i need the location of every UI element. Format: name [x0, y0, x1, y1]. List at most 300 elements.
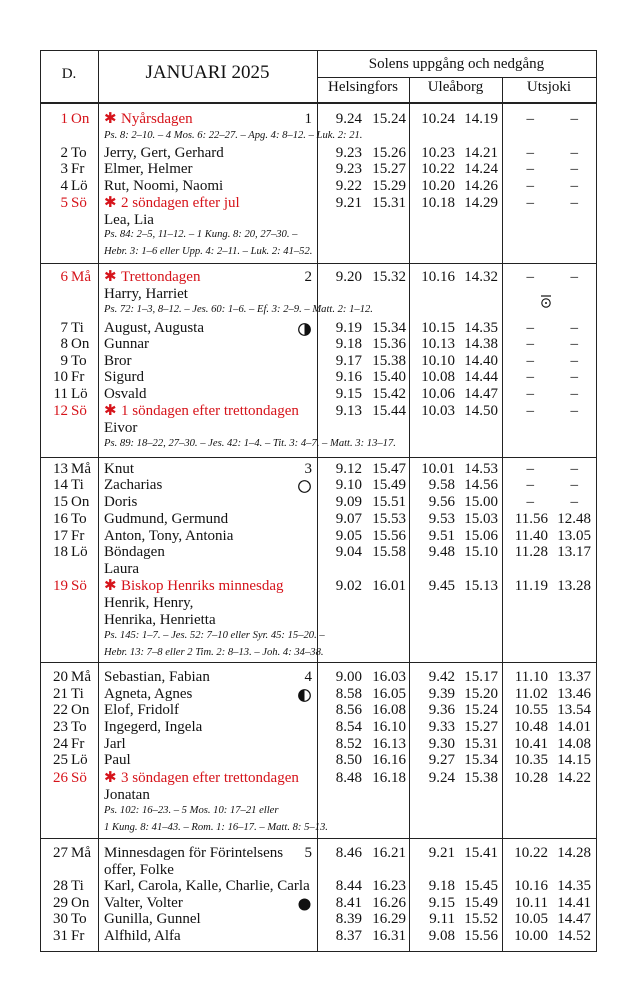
sunset-uleaborg: 14.38	[464, 336, 498, 352]
sunrise-uleaborg: 10.03	[421, 403, 455, 419]
day-number: 4	[60, 178, 68, 194]
sunset-utsjoki: 13.46	[557, 686, 591, 702]
sunset-helsingfors: 15.32	[372, 269, 406, 285]
day-number: 16	[53, 511, 68, 527]
weekday: Må	[71, 269, 91, 285]
sunrise-utsjoki: –	[526, 269, 534, 285]
sunrise-utsjoki: –	[526, 161, 534, 177]
sunset-helsingfors: 16.05	[372, 686, 406, 702]
sunrise-helsingfors: 9.02	[335, 578, 362, 594]
sunset-utsjoki: 14.35	[557, 878, 591, 894]
name-day: Lea, Lia	[104, 212, 154, 228]
sunrise-utsjoki: 10.11	[514, 895, 548, 911]
day-number: 9	[60, 353, 68, 369]
sunrise-helsingfors: 8.41	[335, 895, 362, 911]
sunrise-uleaborg: 10.18	[421, 195, 455, 211]
location-utsjoki: Utsjoki	[526, 79, 572, 95]
week-number: 3	[304, 461, 312, 477]
sunset-helsingfors: 15.27	[372, 161, 406, 177]
scripture-reading: Ps. 72: 1–3, 8–12. – Jes. 60: 1–6. – Ef. 3: 2–9. – Matt. 2: 1–12.	[104, 304, 373, 315]
name-day: Gudmund, Germund	[104, 511, 229, 527]
sunset-helsingfors: 16.13	[372, 736, 406, 752]
sunrise-helsingfors: 9.10	[335, 477, 362, 493]
weekday: Ti	[71, 878, 84, 894]
sunrise-uleaborg: 10.16	[421, 269, 455, 285]
name-day: Bror	[104, 353, 132, 369]
weekday: Lö	[71, 386, 88, 402]
sunset-uleaborg: 15.10	[464, 544, 498, 560]
day-number: 23	[53, 719, 68, 735]
name-day: August, Augusta	[104, 320, 205, 336]
sunrise-uleaborg: 10.01	[421, 461, 455, 477]
sunrise-helsingfors: 9.23	[335, 145, 362, 161]
name-day: Paul	[104, 752, 131, 768]
sunset-helsingfors: 15.58	[372, 544, 406, 560]
holiday-name: 2 söndagen efter jul	[121, 195, 240, 211]
col-divider-utsjoki	[502, 77, 503, 951]
sunrise-uleaborg: 9.15	[428, 895, 455, 911]
sunset-uleaborg: 15.38	[464, 770, 498, 786]
sunset-helsingfors: 15.47	[372, 461, 406, 477]
day-number: 7	[60, 320, 68, 336]
polar-night-sun-icon	[540, 295, 552, 307]
holiday-name: Nyårsdagen	[121, 111, 193, 127]
sunset-helsingfors: 16.31	[372, 928, 406, 944]
sunrise-utsjoki: 11.28	[514, 544, 548, 560]
sunset-uleaborg: 15.41	[464, 845, 498, 861]
sunset-utsjoki: 14.01	[557, 719, 591, 735]
sunrise-utsjoki: 10.35	[514, 752, 548, 768]
sunrise-uleaborg: 9.21	[428, 845, 455, 861]
weekday: To	[71, 353, 87, 369]
week-number: 1	[304, 111, 312, 127]
sunrise-uleaborg: 9.33	[428, 719, 455, 735]
day-number: 20	[53, 669, 68, 685]
sunrise-utsjoki: –	[526, 403, 534, 419]
sunset-helsingfors: 16.23	[372, 878, 406, 894]
sunrise-utsjoki: 10.16	[514, 878, 548, 894]
name-day: Gunnar	[104, 336, 149, 352]
sunrise-uleaborg: 9.42	[428, 669, 455, 685]
sunset-helsingfors: 15.26	[372, 145, 406, 161]
sunset-utsjoki: –	[570, 145, 578, 161]
sunset-helsingfors: 16.03	[372, 669, 406, 685]
name-day: Ingegerd, Ingela	[104, 719, 203, 735]
sunrise-utsjoki: 10.48	[514, 719, 548, 735]
weekday: Ti	[71, 320, 84, 336]
sunrise-utsjoki: –	[526, 369, 534, 385]
sunset-uleaborg: 15.31	[464, 736, 498, 752]
sunset-helsingfors: 15.40	[372, 369, 406, 385]
sunrise-helsingfors: 8.52	[335, 736, 362, 752]
day-number: 11	[53, 386, 68, 402]
bottom-border	[40, 951, 596, 952]
day-number: 27	[53, 845, 68, 861]
sunset-utsjoki: –	[570, 494, 578, 510]
sunset-helsingfors: 15.42	[372, 386, 406, 402]
location-uleaborg: Uleåborg	[427, 79, 484, 95]
scripture-reading: Ps. 145: 1–7. – Jes. 52: 7–10 eller Syr. 45: 15–20. –	[104, 630, 325, 641]
holiday-name: 1 söndagen efter trettondagen	[121, 403, 299, 419]
sunrise-uleaborg: 9.58	[428, 477, 455, 493]
sunrise-utsjoki: –	[526, 386, 534, 402]
sunset-uleaborg: 15.03	[464, 511, 498, 527]
weekday: On	[71, 336, 90, 352]
col-divider-name	[317, 50, 318, 951]
sunset-utsjoki: 13.37	[557, 669, 591, 685]
weekday: Fr	[71, 928, 85, 944]
name-day: Elof, Fridolf	[104, 702, 179, 718]
sunset-utsjoki: –	[570, 386, 578, 402]
day-number: 8	[60, 336, 68, 352]
sunset-utsjoki: 14.52	[557, 928, 591, 944]
sunrise-uleaborg: 9.30	[428, 736, 455, 752]
sunrise-utsjoki: 10.00	[514, 928, 548, 944]
sunset-helsingfors: 16.29	[372, 911, 406, 927]
sunrise-uleaborg: 9.08	[428, 928, 455, 944]
sunrise-helsingfors: 9.21	[335, 195, 362, 211]
sunrise-utsjoki: 10.28	[514, 770, 548, 786]
sunrise-uleaborg: 9.53	[428, 511, 455, 527]
day-number: 15	[53, 494, 68, 510]
sunset-utsjoki: 14.47	[557, 911, 591, 927]
new-moon-moon-icon	[298, 898, 311, 911]
day-number: 24	[53, 736, 68, 752]
sunrise-uleaborg: 10.23	[421, 145, 455, 161]
sunset-utsjoki: 14.28	[557, 845, 591, 861]
last-quarter-moon-icon	[298, 689, 311, 702]
day-number: 2	[60, 145, 68, 161]
sunset-helsingfors: 16.08	[372, 702, 406, 718]
name-day: Rut, Noomi, Naomi	[104, 178, 224, 194]
sunrise-utsjoki: 11.19	[514, 578, 548, 594]
sunrise-utsjoki: –	[526, 195, 534, 211]
scripture-reading: Hebr. 3: 1–6 eller Upp. 4: 2–11. – Luk. 2: 41–52.	[104, 246, 313, 257]
sunrise-utsjoki: –	[526, 353, 534, 369]
sunrise-uleaborg: 10.20	[421, 178, 455, 194]
holiday-star-icon: ✱	[104, 403, 117, 419]
weekday: To	[71, 511, 87, 527]
sunset-uleaborg: 15.27	[464, 719, 498, 735]
name-day: Sebastian, Fabian	[104, 669, 210, 685]
weekday: On	[71, 702, 90, 718]
sunset-utsjoki: –	[570, 477, 578, 493]
holiday-name: Biskop Henriks minnesdag	[121, 578, 284, 594]
day-number: 30	[53, 911, 68, 927]
day-number: 10	[53, 369, 68, 385]
weekday: On	[71, 494, 90, 510]
scripture-reading: Ps. 89: 18–22, 27–30. – Jes. 42: 1–4. – Tit. 3: 4–7. – Matt. 3: 13–17.	[104, 438, 396, 449]
weekday: To	[71, 719, 87, 735]
day-column-header: D.	[61, 66, 77, 82]
sunrise-helsingfors: 9.12	[335, 461, 362, 477]
sunset-uleaborg: 14.47	[464, 386, 498, 402]
weekday: Sö	[71, 195, 87, 211]
sunset-helsingfors: 16.26	[372, 895, 406, 911]
sunset-helsingfors: 16.21	[372, 845, 406, 861]
day-number: 28	[53, 878, 68, 894]
holiday-star-icon: ✱	[104, 269, 117, 285]
sunset-uleaborg: 14.21	[464, 145, 498, 161]
sunrise-helsingfors: 9.20	[335, 269, 362, 285]
sunrise-helsingfors: 8.58	[335, 686, 362, 702]
sunset-helsingfors: 15.49	[372, 477, 406, 493]
left-border	[40, 50, 41, 951]
name-day: Elmer, Helmer	[104, 161, 193, 177]
sunrise-helsingfors: 8.56	[335, 702, 362, 718]
name-day: Karl, Carola, Kalle, Charlie, Carla	[104, 878, 310, 894]
week-divider-1	[40, 263, 596, 264]
sunrise-uleaborg: 9.45	[428, 578, 455, 594]
sunset-helsingfors: 16.18	[372, 770, 406, 786]
sunset-uleaborg: 15.34	[464, 752, 498, 768]
name-day: Knut	[104, 461, 134, 477]
sunset-helsingfors: 15.56	[372, 528, 406, 544]
sunset-utsjoki: 14.15	[557, 752, 591, 768]
weekday: Må	[71, 669, 91, 685]
name-day: Jerry, Gert, Gerhard	[104, 145, 224, 161]
sunrise-uleaborg: 10.08	[421, 369, 455, 385]
week-divider-3	[40, 662, 596, 663]
sunrise-uleaborg: 9.51	[428, 528, 455, 544]
sunrise-uleaborg: 9.27	[428, 752, 455, 768]
week-divider-4	[40, 838, 596, 839]
name-day: Jonatan	[104, 787, 150, 803]
day-number: 19	[53, 578, 68, 594]
top-border	[40, 50, 596, 51]
name-day: Sigurd	[104, 369, 145, 385]
holiday-star-icon: ✱	[104, 111, 117, 127]
holiday-star-icon: ✱	[104, 578, 117, 594]
name-day: Osvald	[104, 386, 147, 402]
sunrise-helsingfors: 9.05	[335, 528, 362, 544]
sunset-uleaborg: 15.45	[464, 878, 498, 894]
weekday: Lö	[71, 544, 88, 560]
sunset-utsjoki: 13.28	[557, 578, 591, 594]
sunset-utsjoki: 14.41	[557, 895, 591, 911]
first-quarter-moon-icon	[298, 323, 311, 336]
sunrise-helsingfors: 8.44	[335, 878, 362, 894]
sunset-utsjoki: –	[570, 269, 578, 285]
sunrise-helsingfors: 8.50	[335, 752, 362, 768]
sunset-uleaborg: 14.40	[464, 353, 498, 369]
sunset-uleaborg: 15.17	[464, 669, 498, 685]
day-number: 26	[53, 770, 68, 786]
weekday: Lö	[71, 178, 88, 194]
sunset-utsjoki: 13.05	[557, 528, 591, 544]
holiday-star-icon: ✱	[104, 770, 117, 786]
name-day: Agneta, Agnes	[104, 686, 193, 702]
col-divider-uleaborg	[409, 77, 410, 951]
sunrise-uleaborg: 10.10	[421, 353, 455, 369]
sunrise-helsingfors: 9.07	[335, 511, 362, 527]
day-number: 14	[53, 477, 68, 493]
sunrise-utsjoki: 11.10	[514, 669, 548, 685]
name-day: Alfhild, Alfa	[104, 928, 181, 944]
scripture-reading: Hebr. 13: 7–8 eller 2 Tim. 2: 8–13. – Joh. 4: 34–38.	[104, 647, 324, 658]
sunset-utsjoki: –	[570, 353, 578, 369]
sunrise-helsingfors: 8.48	[335, 770, 362, 786]
sunset-uleaborg: 15.24	[464, 702, 498, 718]
sunrise-uleaborg: 10.06	[421, 386, 455, 402]
sunrise-utsjoki: 10.41	[514, 736, 548, 752]
weekday: Fr	[71, 369, 85, 385]
day-number: 17	[53, 528, 68, 544]
sunrise-helsingfors: 9.04	[335, 544, 362, 560]
sunrise-uleaborg: 10.22	[421, 161, 455, 177]
name-day: Anton, Tony, Antonia	[104, 528, 234, 544]
sunrise-helsingfors: 9.22	[335, 178, 362, 194]
day-number: 29	[53, 895, 68, 911]
scripture-reading: Ps. 102: 16–23. – 5 Mos. 10: 17–21 eller	[104, 805, 279, 816]
name-stub-4	[317, 672, 318, 689]
sunset-uleaborg: 14.19	[464, 111, 498, 127]
name-stub-1	[317, 272, 318, 289]
sunrise-utsjoki: –	[526, 178, 534, 194]
sunrise-utsjoki: 10.55	[514, 702, 548, 718]
sunset-helsingfors: 15.51	[372, 494, 406, 510]
sunrise-helsingfors: 9.19	[335, 320, 362, 336]
sunset-uleaborg: 14.29	[464, 195, 498, 211]
name-day: Henrika, Henrietta	[104, 612, 216, 628]
name-day: Zacharias	[104, 477, 163, 493]
sunrise-helsingfors: 9.15	[335, 386, 362, 402]
sunrise-utsjoki: –	[526, 461, 534, 477]
sunset-uleaborg: 14.26	[464, 178, 498, 194]
sunset-utsjoki: –	[570, 161, 578, 177]
name-stub-5	[317, 846, 318, 863]
name-day: Doris	[104, 494, 138, 510]
weekday: Sö	[71, 578, 87, 594]
sunset-utsjoki: 12.48	[557, 511, 591, 527]
weekday: Fr	[71, 161, 85, 177]
name-day: Harry, Harriet	[104, 286, 188, 302]
sunset-uleaborg: 15.13	[464, 578, 498, 594]
sunset-uleaborg: 15.52	[464, 911, 498, 927]
name-stub-0	[317, 111, 318, 128]
holiday-star-icon: ✱	[104, 195, 117, 211]
sunrise-uleaborg: 9.36	[428, 702, 455, 718]
sun-title-rule	[317, 77, 596, 78]
sunset-uleaborg: 14.50	[464, 403, 498, 419]
sunset-utsjoki: –	[570, 178, 578, 194]
sunset-utsjoki: –	[570, 195, 578, 211]
name-stub-2	[317, 467, 318, 484]
sunrise-utsjoki: 11.40	[514, 528, 548, 544]
weekday: Ti	[71, 477, 84, 493]
sunrise-utsjoki: 11.02	[514, 686, 548, 702]
scripture-reading: 1 Kung. 8: 41–43. – Rom. 1: 16–17. – Matt. 8: 5–13.	[104, 822, 328, 833]
sunset-helsingfors: 15.31	[372, 195, 406, 211]
day-number: 3	[60, 161, 68, 177]
scripture-reading: Ps. 84: 2–5, 11–12. – 1 Kung. 8: 20, 27–30. –	[104, 229, 298, 240]
week-number: 5	[304, 845, 312, 861]
sunset-helsingfors: 15.29	[372, 178, 406, 194]
sunrise-helsingfors: 8.54	[335, 719, 362, 735]
sunrise-utsjoki: –	[526, 320, 534, 336]
sunset-utsjoki: 13.17	[557, 544, 591, 560]
sunrise-helsingfors: 9.23	[335, 161, 362, 177]
day-number: 31	[53, 928, 68, 944]
sunset-uleaborg: 14.53	[464, 461, 498, 477]
sunrise-helsingfors: 9.17	[335, 353, 362, 369]
name-day: Jarl	[104, 736, 126, 752]
sunrise-helsingfors: 9.00	[335, 669, 362, 685]
sunrise-utsjoki: –	[526, 494, 534, 510]
name-day: Henrik, Henry,	[104, 595, 194, 611]
sunset-uleaborg: 14.35	[464, 320, 498, 336]
sunset-utsjoki: 14.22	[557, 770, 591, 786]
sunset-utsjoki: –	[570, 320, 578, 336]
weekday: Fr	[71, 528, 85, 544]
sunset-helsingfors: 16.10	[372, 719, 406, 735]
sunset-utsjoki: –	[570, 461, 578, 477]
weekday: Må	[71, 461, 91, 477]
weekday: Ti	[71, 686, 84, 702]
name-day: Valter, Volter	[104, 895, 183, 911]
day-number: 1	[60, 111, 68, 127]
sunrise-uleaborg: 9.24	[428, 770, 455, 786]
sun-times-title: Solens uppgång och nedgång	[368, 56, 545, 72]
week-number: 2	[304, 269, 312, 285]
day-number: 13	[53, 461, 68, 477]
month-title: JANUARI 2025	[145, 62, 270, 83]
sunrise-uleaborg: 9.11	[429, 911, 455, 927]
day-number: 22	[53, 702, 68, 718]
sunset-helsingfors: 16.16	[372, 752, 406, 768]
sunrise-helsingfors: 9.24	[335, 111, 362, 127]
weekday: To	[71, 145, 87, 161]
sunset-uleaborg: 15.56	[464, 928, 498, 944]
sunrise-utsjoki: 10.05	[514, 911, 548, 927]
sunset-uleaborg: 14.56	[464, 477, 498, 493]
sunrise-helsingfors: 9.18	[335, 336, 362, 352]
sunset-helsingfors: 15.34	[372, 320, 406, 336]
day-number: 18	[53, 544, 68, 560]
full-moon-moon-icon	[298, 480, 311, 493]
sunrise-uleaborg: 10.15	[421, 320, 455, 336]
sunset-utsjoki: –	[570, 111, 578, 127]
name-day: Böndagen	[104, 544, 165, 560]
sunrise-utsjoki: –	[526, 477, 534, 493]
sunset-uleaborg: 15.49	[464, 895, 498, 911]
sunset-utsjoki: 14.08	[557, 736, 591, 752]
sunset-uleaborg: 14.44	[464, 369, 498, 385]
day-number: 6	[60, 269, 68, 285]
week-number: 4	[304, 669, 312, 685]
day-number: 21	[53, 686, 68, 702]
weekday: Lö	[71, 752, 88, 768]
sunrise-helsingfors: 9.16	[335, 369, 362, 385]
sunset-uleaborg: 15.00	[464, 494, 498, 510]
sunrise-utsjoki: 10.22	[514, 845, 548, 861]
sunrise-utsjoki: –	[526, 336, 534, 352]
sunset-helsingfors: 15.38	[372, 353, 406, 369]
sunrise-uleaborg: 10.13	[421, 336, 455, 352]
weekday: Må	[71, 845, 91, 861]
sunrise-uleaborg: 9.56	[428, 494, 455, 510]
sunrise-utsjoki: 11.56	[514, 511, 548, 527]
sunrise-uleaborg: 9.39	[428, 686, 455, 702]
name-day: Eivor	[104, 420, 138, 436]
sunset-helsingfors: 15.36	[372, 336, 406, 352]
name-day: offer, Folke	[104, 862, 174, 878]
sunrise-helsingfors: 8.37	[335, 928, 362, 944]
location-helsingfors: Helsingfors	[328, 79, 398, 95]
sunset-utsjoki: –	[570, 369, 578, 385]
header-divider	[40, 102, 596, 104]
name-day: Gunilla, Gunnel	[104, 911, 201, 927]
